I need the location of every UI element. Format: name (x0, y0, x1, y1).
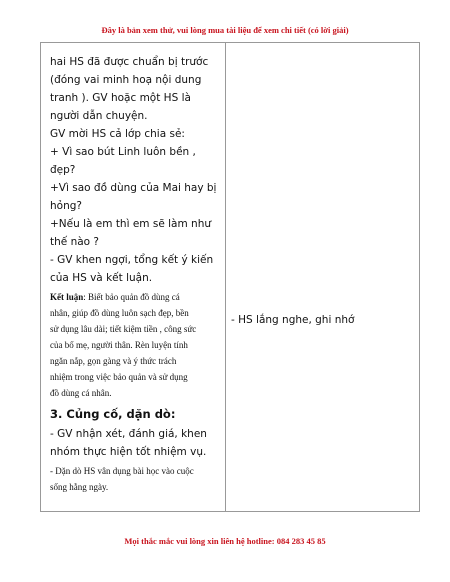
question-line: +Vì sao đồ dùng của Mai hay bị (50, 182, 217, 194)
question-line: +Nếu là em thì em sẽ làm như (50, 218, 212, 230)
text-line: của HS và kết luận. (50, 272, 153, 284)
question-line: + Vì sao bút Linh luôn bền , (50, 146, 196, 158)
text-line: người dẫn chuyện. (50, 110, 148, 122)
conclusion-line: đồ dùng cá nhân. (50, 388, 112, 398)
text-line: - GV nhận xét, đánh giá, khen (50, 428, 207, 440)
column-divider (225, 43, 226, 511)
conclusion-line: nhiệm trong việc bảo quản và sử dụng (50, 372, 188, 382)
student-response: - HS lắng nghe, ghi nhớ (231, 314, 355, 326)
text-line: GV mời HS cả lớp chia sẻ: (50, 128, 185, 140)
conclusion-line: nhân, giúp đồ dùng luôn sạch đẹp, bền (50, 308, 189, 318)
text-line: nhóm thực hiện tốt nhiệm vụ. (50, 446, 207, 458)
conclusion-text: : Biết bảo quản đồ dùng cá (83, 292, 180, 302)
text-line: tranh ). GV hoặc một HS là (50, 92, 191, 104)
conclusion-paragraph (50, 289, 222, 305)
hotline-notice: Mọi thắc mắc vui lòng xin liên hệ hotline: 084 283 45 85 (124, 536, 326, 546)
section-heading: 3. Củng cố, dặn dò: (50, 407, 176, 421)
closing-line: sống hằng ngày. (50, 482, 109, 492)
text-line: hai HS đã được chuẩn bị trước (50, 56, 209, 68)
conclusion-line: của bố mẹ, người thân. Rèn luyện tính (50, 340, 188, 350)
text-line: (đóng vai minh hoạ nội dung (50, 74, 202, 86)
conclusion-line: sử dụng lâu dài; tiết kiệm tiền , công sức (50, 324, 197, 334)
teacher-activities-cell (50, 53, 222, 495)
preview-notice: Đây là bản xem thử, vui lòng mua tài liệu để xem chi tiết (có lời giải) (101, 25, 349, 35)
lesson-table (40, 42, 420, 512)
question-line: hỏng? (50, 200, 82, 212)
student-activities-cell (231, 313, 411, 327)
conclusion-line: ngăn nắp, gọn gàng và ý thức trách (50, 356, 177, 366)
text-line: - GV khen ngợi, tổng kết ý kiến (50, 254, 214, 266)
question-line: đẹp? (50, 164, 76, 176)
closing-line: - Dặn dò HS vân dụng bài học vào cuộc (50, 466, 194, 476)
conclusion-label: Kết luận (50, 292, 84, 302)
question-line: thế nào ? (50, 236, 99, 248)
